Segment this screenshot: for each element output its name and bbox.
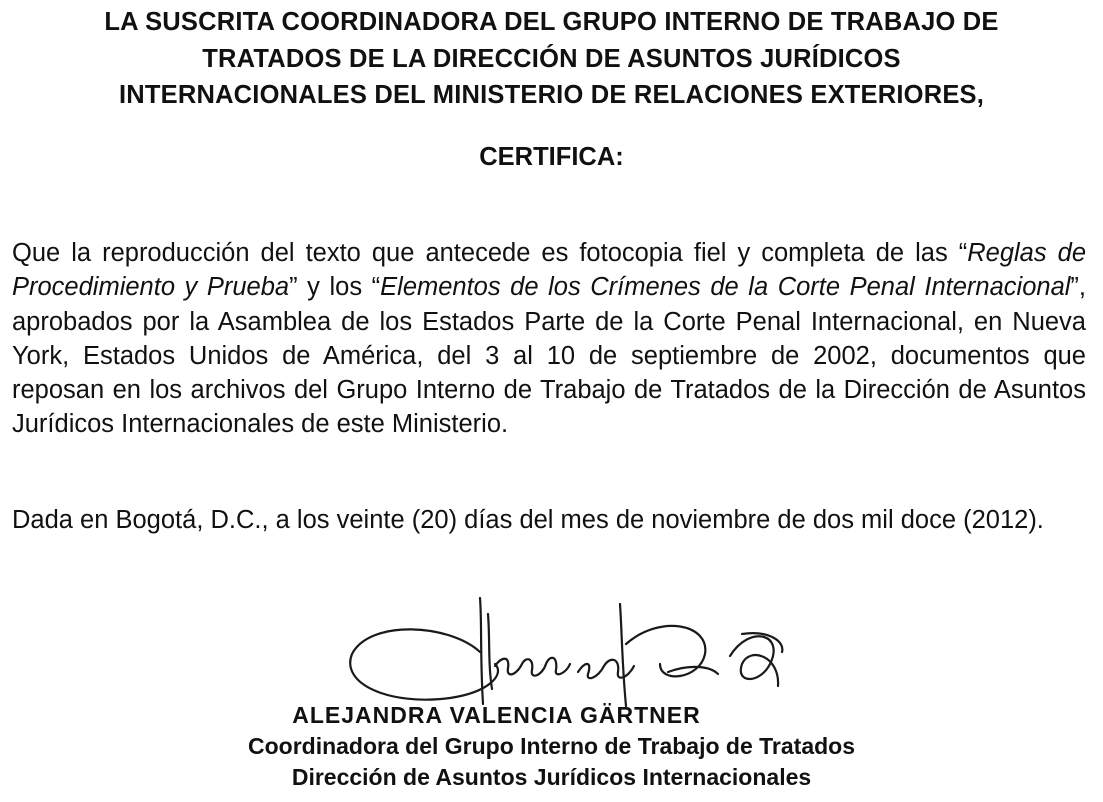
signatory-role: Coordinadora del Grupo Interno de Trabajo de Tratados — [247, 733, 856, 759]
handwritten-signature — [330, 594, 790, 714]
date-paragraph: Dada en Bogotá, D.C., a los veinte (20) días del mes de noviembre de dos mil doce (2012). — [12, 506, 1044, 534]
paragraph-text-2: ” y los “ — [289, 273, 381, 302]
heading-line-3: INTERNACIONALES DEL MINISTERIO DE RELACIONES EXTERIORES, — [118, 81, 985, 109]
certification-paragraph — [12, 236, 1086, 442]
signatory-name: ALEJANDRA VALENCIA GÄRTNER — [292, 702, 701, 728]
signature-block — [0, 700, 1103, 793]
certifica-title: CERTIFICA: — [479, 143, 624, 171]
rules-title: Reglas de Procedimiento y Prueba — [12, 239, 1086, 302]
signatory-office: Dirección de Asuntos Jurídicos Internacionales — [291, 764, 812, 790]
elements-title: Elementos de los Crímenes de la Corte Penal Internacional — [380, 273, 1071, 302]
heading-line-2: TRATADOS DE LA DIRECCIÓN DE ASUNTOS JURÍDICOS — [202, 44, 901, 73]
document-heading — [0, 4, 1103, 114]
paragraph-text-1: Que la reproducción del texto que antecede es fotocopia fiel y completa de las “ — [12, 239, 968, 267]
paragraph-text-3: ”, aprobados por la Asamblea de los Estados Parte de la Corte Penal Internacional, en Nueva York, Estados Unidos de América, del 3 al 10 de septiembre de 2002, documentos que reposan en los archivos del Grupo Interno de Trabajo de Tratados de la Dirección de Asuntos Jurídicos Internacionales de este Ministerio. — [12, 273, 1086, 439]
heading-line-1: LA SUSCRITA COORDINADORA DEL GRUPO INTERNO DE TRABAJO DE — [104, 8, 999, 36]
